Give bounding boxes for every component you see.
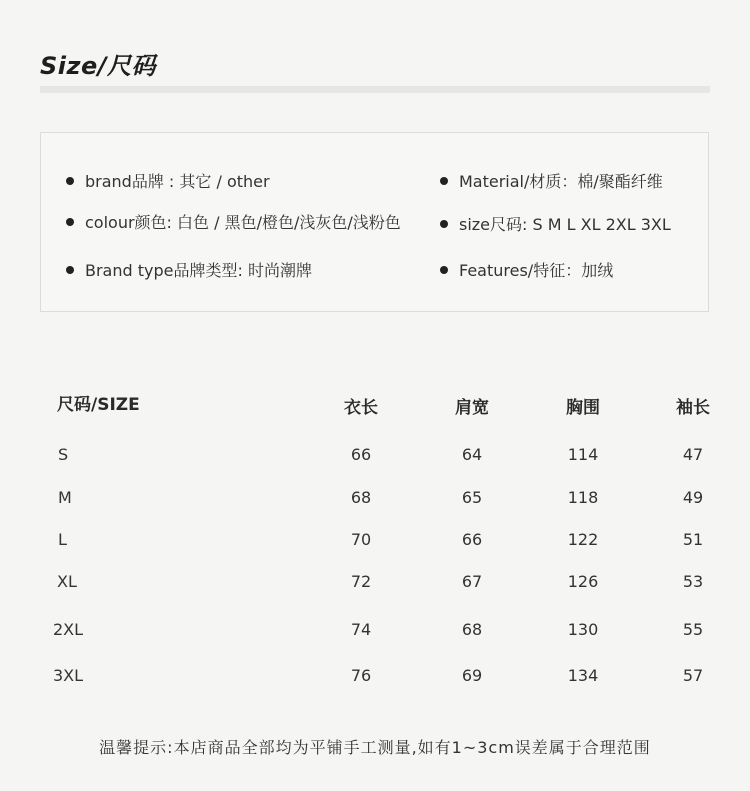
table-cell: 134 — [567, 666, 599, 685]
info-item-colour — [66, 210, 401, 233]
table-cell-size: 2XL — [53, 620, 84, 639]
table-cell: 55 — [682, 620, 704, 639]
table-cell: 67 — [461, 572, 483, 591]
table-cell-size: XL — [57, 572, 77, 591]
table-cell: 51 — [682, 530, 704, 549]
info-item-brand — [66, 169, 270, 192]
table-cell: 68 — [461, 620, 483, 639]
table-cell: 66 — [350, 445, 372, 464]
table-cell: 49 — [682, 488, 704, 507]
bullet-icon — [440, 220, 448, 228]
table-cell: 68 — [350, 488, 372, 507]
info-item-brand-type — [66, 258, 312, 281]
info-text: brand品牌 : 其它 / other — [85, 172, 270, 191]
table-cell: 57 — [682, 666, 704, 685]
info-text: Features/特征：加绒 — [459, 261, 614, 280]
section-title: Size/尺码 — [40, 52, 157, 80]
table-cell: 130 — [567, 620, 599, 639]
table-header-sleeve: 袖长 — [676, 398, 710, 418]
table-cell: 74 — [350, 620, 372, 639]
table-cell: 70 — [350, 530, 372, 549]
info-text: colour颜色: 白色 / 黑色/橙色/浅灰色/浅粉色 — [85, 213, 401, 232]
table-cell: 53 — [682, 572, 704, 591]
table-cell: 65 — [461, 488, 483, 507]
measurement-note: 温馨提示:本店商品全部均为平铺手工测量,如有1~3cm误差属于合理范围 — [99, 738, 651, 757]
table-cell-size: M — [58, 488, 72, 507]
info-text: size尺码: S M L XL 2XL 3XL — [459, 215, 671, 234]
table-cell: 114 — [567, 445, 599, 464]
bullet-icon — [440, 177, 448, 185]
table-header-chest: 胸围 — [566, 398, 600, 418]
table-cell: 72 — [350, 572, 372, 591]
table-cell: 64 — [461, 445, 483, 464]
info-item-material — [440, 169, 663, 192]
table-cell: 122 — [567, 530, 599, 549]
table-cell: 69 — [461, 666, 483, 685]
bullet-icon — [66, 177, 74, 185]
bullet-icon — [66, 218, 74, 226]
table-cell: 126 — [567, 572, 599, 591]
table-cell: 47 — [682, 445, 704, 464]
table-cell-size: L — [58, 530, 67, 549]
table-cell-size: 3XL — [53, 666, 84, 685]
table-cell: 118 — [567, 488, 599, 507]
table-cell: 76 — [350, 666, 372, 685]
bullet-icon — [440, 266, 448, 274]
table-header-length: 衣长 — [344, 398, 378, 418]
product-info-box — [40, 132, 709, 312]
table-cell-size: S — [58, 445, 69, 464]
table-cell: 66 — [461, 530, 483, 549]
table-header-size: 尺码/SIZE — [57, 395, 140, 415]
info-item-size — [440, 212, 671, 235]
bullet-icon — [66, 266, 74, 274]
info-text: Brand type品牌类型: 时尚潮牌 — [85, 261, 312, 280]
table-header-shoulder: 肩宽 — [455, 398, 489, 418]
info-text: Material/材质：棉/聚酯纤维 — [459, 172, 663, 191]
info-item-features — [440, 258, 613, 281]
title-divider — [40, 86, 710, 93]
